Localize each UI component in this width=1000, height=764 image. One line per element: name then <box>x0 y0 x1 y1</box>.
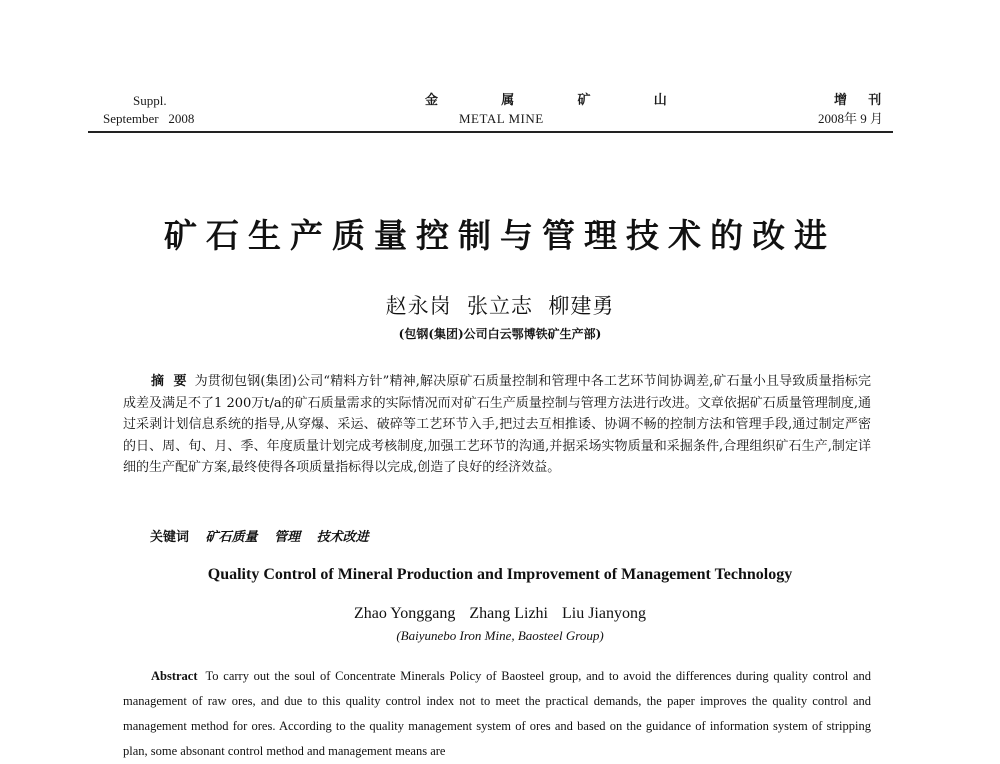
affiliation-en: (Baiyunebo Iron Mine, Baosteel Group) <box>396 628 604 643</box>
header-journal-name-cn: 金 属 矿 山 <box>425 92 697 107</box>
keyword-item: 矿石质量 <box>205 530 258 545</box>
article-title-cn: 矿石生产质量控制与管理技术的改进 <box>164 216 836 255</box>
article-title-en: Quality Control of Mineral Production and Improvement of Management Technology <box>207 566 793 583</box>
header-journal-date-en: September 2008 <box>103 111 195 126</box>
authors-en <box>0 605 1000 623</box>
header-supplement-cn: 增 刊 <box>834 92 891 107</box>
author-name-en: Zhao Yonggang <box>354 605 456 622</box>
abstract-cn-label: 摘 要 <box>151 374 187 389</box>
keywords-cn-label: 关键词 <box>150 530 190 545</box>
header-journal-name-en: METAL MINE <box>459 111 544 126</box>
abstract-en-label: Abstract <box>151 669 198 683</box>
abstract-cn <box>123 371 871 479</box>
authors-cn: 赵永岗 张立志 柳建勇 <box>385 294 615 318</box>
abstract-cn-text: 为贯彻包钢(集团)公司“精料方针”精神,解决原矿石质量控制和管理中各工艺环节间协调差,矿石量小且导致质量指标完成差及满足不了1 200万t/a的矿石质量需求的实际情况而对矿石生产质量控制与管理方法进行改进。文章依据矿石质量管理制度,通过采剥计划信息系统的指导,从穿爆、采运、破碎等工艺环节入手,把过去互相推诿、协调不畅的控制方法和管理手段,通过制定严密的日、周、旬、月、季、年度质量计划完成考核制度,加强工艺环节的沟通,并据采场实物质量和采掘条件,合理组织矿石生产,制定详细的生产配矿方案,最终使得各项质量指标得以完成,创造了良好的经济效益。 <box>123 374 871 475</box>
header-rule <box>88 131 893 133</box>
abstract-en-text: To carry out the soul of Concentrate Minerals Policy of Baosteel group, and to avoid the differences during quality control and management of raw ores, and due to this quality control index not to meet the practical demands, the paper improves the quality control and management method for ores. According to the quality management system of ores and based on the guidance of information system of stripping plan, some absonant control method and management means are <box>123 669 871 758</box>
abstract-en <box>123 664 871 764</box>
keywords-cn <box>150 526 369 545</box>
keyword-item: 管理 <box>274 530 301 545</box>
header-date-cn: 2008年 9 月 <box>818 111 884 126</box>
affiliation-cn: (包钢(集团)公司白云鄂博铁矿生产部) <box>398 327 602 341</box>
header-journal-suppl: Suppl. <box>133 93 167 108</box>
keyword-item: 技术改进 <box>316 530 369 545</box>
author-name-en: Zhang Lizhi <box>469 605 548 622</box>
author-name-en: Liu Jianyong <box>561 605 646 622</box>
